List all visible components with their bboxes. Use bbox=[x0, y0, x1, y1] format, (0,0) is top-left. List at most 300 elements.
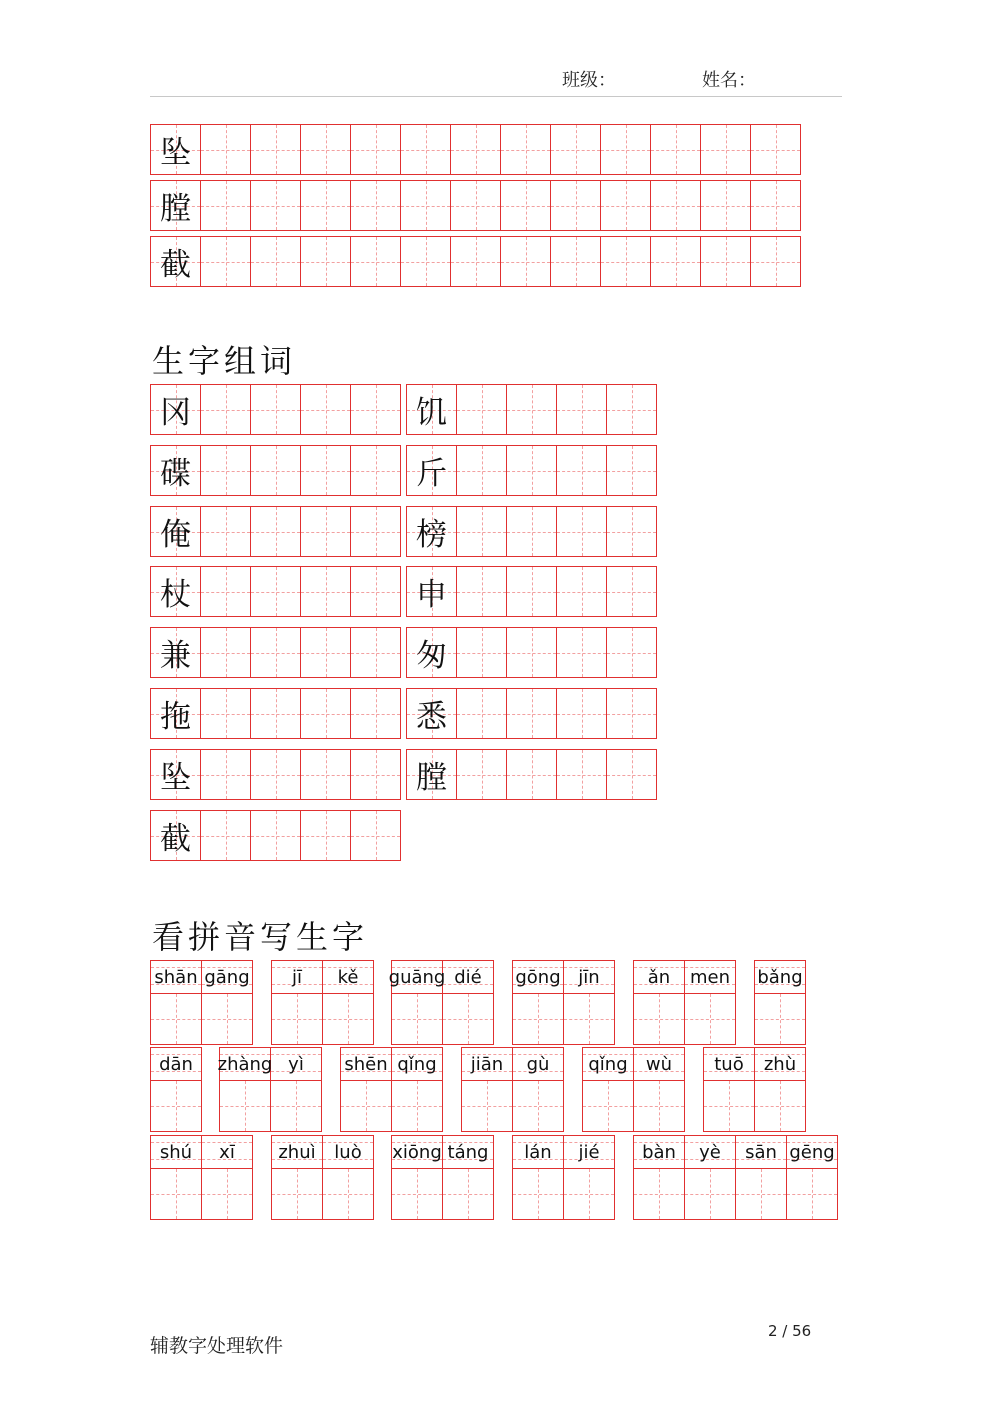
pinyin-line bbox=[392, 1048, 442, 1081]
model-character: 悉 bbox=[416, 699, 447, 735]
model-character: 截 bbox=[160, 821, 191, 857]
pinyin-word-box bbox=[512, 1135, 614, 1220]
blank-writing-cell bbox=[556, 749, 607, 800]
blank-writing-cell bbox=[685, 994, 735, 1044]
practice-row bbox=[150, 180, 800, 231]
blank-writing-cell bbox=[456, 688, 507, 739]
pinyin-line bbox=[323, 961, 373, 994]
pinyin-line bbox=[272, 1136, 322, 1169]
pinyin-syllable: gōng bbox=[515, 966, 561, 988]
pinyin-char-column bbox=[391, 1135, 443, 1220]
pinyin-word-box bbox=[271, 1135, 373, 1220]
pinyin-char-column bbox=[150, 1047, 202, 1132]
blank-writing-cell bbox=[350, 236, 401, 287]
pinyin-syllable: xiōng bbox=[392, 1141, 442, 1163]
pinyin-char-column bbox=[512, 1135, 564, 1220]
blank-writing-cell bbox=[700, 236, 751, 287]
pinyin-char-column bbox=[786, 1135, 838, 1220]
pinyin-char-column bbox=[512, 960, 564, 1045]
blank-writing-cell bbox=[564, 994, 614, 1044]
word-row bbox=[406, 749, 656, 800]
pinyin-char-column bbox=[150, 960, 202, 1045]
char-cell bbox=[150, 566, 201, 617]
blank-writing-cell bbox=[506, 688, 557, 739]
pinyin-syllable: guāng bbox=[388, 966, 446, 988]
blank-writing-cell bbox=[506, 506, 557, 557]
char-cell bbox=[406, 384, 457, 435]
blank-writing-cell bbox=[200, 566, 251, 617]
blank-writing-cell bbox=[220, 1081, 270, 1131]
blank-writing-cell bbox=[250, 445, 301, 496]
pinyin-line bbox=[513, 961, 563, 994]
blank-writing-cell bbox=[250, 627, 301, 678]
blank-writing-cell bbox=[200, 124, 251, 175]
pinyin-syllable: kě bbox=[337, 966, 359, 988]
blank-writing-cell bbox=[202, 994, 252, 1044]
blank-writing-cell bbox=[755, 1081, 805, 1131]
blank-writing-cell bbox=[556, 445, 607, 496]
blank-writing-cell bbox=[350, 506, 401, 557]
pinyin-line bbox=[151, 1048, 201, 1081]
model-character: 兼 bbox=[160, 638, 191, 674]
blank-writing-cell bbox=[556, 627, 607, 678]
pinyin-char-column bbox=[563, 960, 615, 1045]
blank-writing-cell bbox=[704, 1081, 754, 1131]
blank-writing-cell bbox=[272, 1169, 322, 1219]
blank-writing-cell bbox=[456, 627, 507, 678]
pinyin-word-box bbox=[754, 960, 805, 1045]
char-cell bbox=[150, 180, 201, 231]
pinyin-syllable: gāng bbox=[204, 966, 250, 988]
model-character: 匆 bbox=[416, 638, 447, 674]
blank-writing-cell bbox=[700, 180, 751, 231]
page-number: 2 / 56 bbox=[768, 1322, 812, 1340]
pinyin-char-column bbox=[512, 1047, 564, 1132]
char-cell bbox=[150, 384, 201, 435]
blank-writing-cell bbox=[300, 124, 351, 175]
blank-writing-cell bbox=[250, 180, 301, 231]
footer-software-name: 辅教字处理软件 bbox=[150, 1335, 284, 1357]
pinyin-line bbox=[323, 1136, 373, 1169]
blank-writing-cell bbox=[500, 180, 551, 231]
blank-writing-cell bbox=[350, 124, 401, 175]
blank-writing-cell bbox=[350, 749, 401, 800]
blank-writing-cell bbox=[200, 180, 251, 231]
pinyin-word-box bbox=[391, 1135, 493, 1220]
blank-writing-cell bbox=[151, 994, 201, 1044]
blank-writing-cell bbox=[750, 124, 801, 175]
word-row bbox=[150, 506, 400, 557]
model-character: 膛 bbox=[416, 760, 447, 796]
blank-writing-cell bbox=[350, 445, 401, 496]
blank-writing-cell bbox=[606, 566, 657, 617]
word-row bbox=[150, 384, 400, 435]
pinyin-syllable: yì bbox=[288, 1053, 304, 1075]
word-row bbox=[150, 627, 400, 678]
blank-writing-cell bbox=[606, 627, 657, 678]
blank-writing-cell bbox=[650, 180, 701, 231]
char-cell bbox=[150, 627, 201, 678]
pinyin-char-column bbox=[461, 1047, 513, 1132]
pinyin-line bbox=[634, 961, 684, 994]
blank-writing-cell bbox=[151, 1169, 201, 1219]
pinyin-line bbox=[443, 961, 493, 994]
pinyin-syllable: luò bbox=[334, 1141, 362, 1163]
pinyin-word-box bbox=[150, 1135, 252, 1220]
pinyin-line bbox=[513, 1136, 563, 1169]
pinyin-syllable: ǎn bbox=[647, 966, 671, 988]
blank-writing-cell bbox=[300, 810, 351, 861]
blank-writing-cell bbox=[550, 180, 601, 231]
pinyin-syllable: men bbox=[689, 966, 731, 988]
blank-writing-cell bbox=[350, 627, 401, 678]
pinyin-word-box bbox=[150, 960, 252, 1045]
pinyin-char-column bbox=[391, 1047, 443, 1132]
model-character: 坠 bbox=[160, 760, 191, 796]
blank-writing-cell bbox=[700, 124, 751, 175]
pinyin-line bbox=[217, 1048, 273, 1081]
pinyin-word-box bbox=[150, 1047, 201, 1132]
char-cell bbox=[150, 810, 201, 861]
word-row bbox=[406, 627, 656, 678]
pinyin-syllable: bàn bbox=[642, 1141, 676, 1163]
pinyin-syllable: jīn bbox=[578, 966, 600, 988]
blank-writing-cell bbox=[500, 236, 551, 287]
pinyin-syllable: qǐng bbox=[397, 1053, 437, 1075]
blank-writing-cell bbox=[787, 1169, 837, 1219]
blank-writing-cell bbox=[685, 1169, 735, 1219]
pinyin-syllable: wù bbox=[645, 1053, 673, 1075]
blank-writing-cell bbox=[392, 1081, 442, 1131]
blank-writing-cell bbox=[350, 810, 401, 861]
pinyin-word-box bbox=[340, 1047, 442, 1132]
pinyin-char-column bbox=[754, 960, 806, 1045]
blank-writing-cell bbox=[392, 1169, 442, 1219]
blank-writing-cell bbox=[606, 688, 657, 739]
pinyin-line bbox=[736, 1136, 786, 1169]
word-row bbox=[406, 506, 656, 557]
char-cell bbox=[406, 627, 457, 678]
pinyin-char-column bbox=[388, 960, 446, 1045]
pinyin-syllable: qǐng bbox=[588, 1053, 628, 1075]
pinyin-line bbox=[202, 961, 252, 994]
blank-writing-cell bbox=[300, 236, 351, 287]
pinyin-line bbox=[272, 961, 322, 994]
pinyin-char-column bbox=[201, 960, 253, 1045]
word-row bbox=[150, 445, 400, 496]
model-character: 冈 bbox=[160, 395, 191, 431]
blank-writing-cell bbox=[556, 688, 607, 739]
blank-writing-cell bbox=[634, 994, 684, 1044]
pinyin-word-box bbox=[219, 1047, 321, 1132]
blank-writing-cell bbox=[506, 749, 557, 800]
blank-writing-cell bbox=[506, 445, 557, 496]
blank-writing-cell bbox=[323, 1169, 373, 1219]
blank-writing-cell bbox=[513, 1169, 563, 1219]
pinyin-char-column bbox=[633, 1047, 685, 1132]
blank-writing-cell bbox=[350, 566, 401, 617]
blank-writing-cell bbox=[550, 124, 601, 175]
word-row bbox=[406, 445, 656, 496]
pinyin-line bbox=[564, 961, 614, 994]
pinyin-syllable: zhuì bbox=[278, 1141, 316, 1163]
blank-writing-cell bbox=[450, 180, 501, 231]
blank-writing-cell bbox=[200, 384, 251, 435]
blank-writing-cell bbox=[583, 1081, 633, 1131]
blank-writing-cell bbox=[550, 236, 601, 287]
pinyin-line bbox=[202, 1136, 252, 1169]
pinyin-syllable: táng bbox=[447, 1141, 489, 1163]
pinyin-word-box bbox=[461, 1047, 563, 1132]
blank-writing-cell bbox=[600, 124, 651, 175]
blank-writing-cell bbox=[323, 994, 373, 1044]
blank-writing-cell bbox=[392, 994, 442, 1044]
pinyin-char-column bbox=[442, 960, 494, 1045]
blank-writing-cell bbox=[556, 566, 607, 617]
pinyin-char-column bbox=[201, 1135, 253, 1220]
pinyin-line bbox=[755, 1048, 805, 1081]
char-cell bbox=[150, 445, 201, 496]
model-character: 杖 bbox=[160, 577, 191, 613]
pinyin-line bbox=[271, 1048, 321, 1081]
model-character: 斤 bbox=[416, 456, 447, 492]
blank-writing-cell bbox=[300, 688, 351, 739]
pinyin-char-column bbox=[322, 1135, 374, 1220]
blank-writing-cell bbox=[200, 506, 251, 557]
pinyin-syllable: gēng bbox=[789, 1141, 835, 1163]
pinyin-line bbox=[787, 1136, 837, 1169]
pinyin-line bbox=[392, 1136, 442, 1169]
blank-writing-cell bbox=[506, 566, 557, 617]
pinyin-line bbox=[685, 961, 735, 994]
blank-writing-cell bbox=[250, 566, 301, 617]
model-character: 拖 bbox=[160, 699, 191, 735]
pinyin-line bbox=[513, 1048, 563, 1081]
blank-writing-cell bbox=[736, 1169, 786, 1219]
pinyin-line bbox=[704, 1048, 754, 1081]
model-character: 坠 bbox=[160, 135, 191, 171]
word-row bbox=[150, 566, 400, 617]
blank-writing-cell bbox=[200, 688, 251, 739]
pinyin-line bbox=[151, 961, 201, 994]
blank-writing-cell bbox=[564, 1169, 614, 1219]
blank-writing-cell bbox=[456, 445, 507, 496]
header-divider bbox=[150, 96, 842, 97]
blank-writing-cell bbox=[606, 384, 657, 435]
pinyin-syllable: zhàng bbox=[217, 1053, 273, 1075]
blank-writing-cell bbox=[750, 236, 801, 287]
pinyin-syllable: zhù bbox=[763, 1053, 797, 1075]
word-row bbox=[406, 384, 656, 435]
blank-writing-cell bbox=[450, 124, 501, 175]
pinyin-char-column bbox=[684, 960, 736, 1045]
pinyin-word-box bbox=[271, 960, 373, 1045]
blank-writing-cell bbox=[400, 236, 451, 287]
blank-writing-cell bbox=[450, 236, 501, 287]
pinyin-char-column bbox=[270, 1047, 322, 1132]
pinyin-char-column bbox=[150, 1135, 202, 1220]
word-row bbox=[406, 688, 656, 739]
pinyin-syllable: jiān bbox=[470, 1053, 504, 1075]
blank-writing-cell bbox=[600, 180, 651, 231]
blank-writing-cell bbox=[200, 236, 251, 287]
blank-writing-cell bbox=[443, 994, 493, 1044]
pinyin-word-box bbox=[633, 960, 735, 1045]
blank-writing-cell bbox=[300, 384, 351, 435]
pinyin-char-column bbox=[754, 1047, 806, 1132]
pinyin-syllable: sān bbox=[745, 1141, 777, 1163]
blank-writing-cell bbox=[506, 384, 557, 435]
blank-writing-cell bbox=[202, 1169, 252, 1219]
blank-writing-cell bbox=[500, 124, 551, 175]
pinyin-syllable: shú bbox=[159, 1141, 193, 1163]
word-row bbox=[150, 688, 400, 739]
blank-writing-cell bbox=[650, 124, 701, 175]
pinyin-line bbox=[462, 1048, 512, 1081]
blank-writing-cell bbox=[456, 749, 507, 800]
char-cell bbox=[150, 749, 201, 800]
pinyin-syllable: dié bbox=[454, 966, 482, 988]
word-section-title: 生字组词 bbox=[152, 342, 297, 380]
pinyin-line bbox=[388, 961, 446, 994]
char-cell bbox=[406, 688, 457, 739]
pinyin-syllable: dān bbox=[159, 1053, 193, 1075]
pinyin-word-box bbox=[703, 1047, 805, 1132]
pinyin-char-column bbox=[703, 1047, 755, 1132]
class-label: 班级： bbox=[562, 70, 616, 91]
word-row bbox=[150, 810, 400, 861]
pinyin-line bbox=[583, 1048, 633, 1081]
blank-writing-cell bbox=[462, 1081, 512, 1131]
blank-writing-cell bbox=[606, 506, 657, 557]
pinyin-char-column bbox=[735, 1135, 787, 1220]
blank-writing-cell bbox=[300, 506, 351, 557]
blank-writing-cell bbox=[506, 627, 557, 678]
blank-writing-cell bbox=[151, 1081, 201, 1131]
pinyin-syllable: jī bbox=[291, 966, 302, 988]
blank-writing-cell bbox=[250, 810, 301, 861]
word-row bbox=[150, 749, 400, 800]
blank-writing-cell bbox=[300, 749, 351, 800]
pinyin-word-box bbox=[633, 1135, 837, 1220]
blank-writing-cell bbox=[650, 236, 701, 287]
blank-writing-cell bbox=[300, 180, 351, 231]
pinyin-line bbox=[755, 961, 805, 994]
pinyin-char-column bbox=[684, 1135, 736, 1220]
blank-writing-cell bbox=[634, 1081, 684, 1131]
model-character: 俺 bbox=[160, 517, 191, 553]
blank-writing-cell bbox=[456, 566, 507, 617]
pinyin-char-column bbox=[582, 1047, 634, 1132]
model-character: 膛 bbox=[160, 191, 191, 227]
blank-writing-cell bbox=[513, 994, 563, 1044]
pinyin-char-column bbox=[442, 1135, 494, 1220]
model-character: 榜 bbox=[416, 517, 447, 553]
pinyin-syllable: jié bbox=[578, 1141, 600, 1163]
pinyin-syllable: shēn bbox=[344, 1053, 388, 1075]
pinyin-char-column bbox=[340, 1047, 392, 1132]
blank-writing-cell bbox=[456, 384, 507, 435]
blank-writing-cell bbox=[513, 1081, 563, 1131]
model-character: 碟 bbox=[160, 456, 191, 492]
char-cell bbox=[150, 506, 201, 557]
blank-writing-cell bbox=[250, 124, 301, 175]
blank-writing-cell bbox=[600, 236, 651, 287]
pinyin-line bbox=[634, 1136, 684, 1169]
blank-writing-cell bbox=[300, 445, 351, 496]
pinyin-syllable: tuō bbox=[714, 1053, 744, 1075]
blank-writing-cell bbox=[350, 384, 401, 435]
pinyin-line bbox=[341, 1048, 391, 1081]
pinyin-char-column bbox=[271, 960, 323, 1045]
model-character: 申 bbox=[416, 577, 447, 613]
pinyin-syllable: shān bbox=[154, 966, 198, 988]
word-row bbox=[406, 566, 656, 617]
pinyin-char-column bbox=[633, 960, 685, 1045]
pinyin-char-column bbox=[271, 1135, 323, 1220]
blank-writing-cell bbox=[200, 627, 251, 678]
pinyin-char-column bbox=[322, 960, 374, 1045]
char-cell bbox=[406, 749, 457, 800]
blank-writing-cell bbox=[271, 1081, 321, 1131]
practice-row bbox=[150, 236, 800, 287]
blank-writing-cell bbox=[443, 1169, 493, 1219]
pinyin-line bbox=[564, 1136, 614, 1169]
model-character: 截 bbox=[160, 247, 191, 283]
pinyin-syllable: yè bbox=[699, 1141, 721, 1163]
blank-writing-cell bbox=[250, 688, 301, 739]
blank-writing-cell bbox=[250, 506, 301, 557]
blank-writing-cell bbox=[400, 180, 451, 231]
pinyin-syllable: gù bbox=[526, 1053, 550, 1075]
blank-writing-cell bbox=[300, 566, 351, 617]
pinyin-char-column bbox=[219, 1047, 271, 1132]
char-cell bbox=[150, 236, 201, 287]
blank-writing-cell bbox=[200, 810, 251, 861]
blank-writing-cell bbox=[755, 994, 805, 1044]
pinyin-word-box bbox=[512, 960, 614, 1045]
pinyin-syllable: lán bbox=[524, 1141, 552, 1163]
blank-writing-cell bbox=[606, 445, 657, 496]
pinyin-word-box bbox=[388, 960, 493, 1045]
blank-writing-cell bbox=[300, 627, 351, 678]
blank-writing-cell bbox=[556, 384, 607, 435]
blank-writing-cell bbox=[606, 749, 657, 800]
blank-writing-cell bbox=[341, 1081, 391, 1131]
char-cell bbox=[406, 445, 457, 496]
blank-writing-cell bbox=[200, 749, 251, 800]
pinyin-syllable: xī bbox=[219, 1141, 235, 1163]
pinyin-char-column bbox=[563, 1135, 615, 1220]
char-cell bbox=[150, 688, 201, 739]
pinyin-section-title: 看拼音写生字 bbox=[152, 918, 369, 956]
pinyin-line bbox=[443, 1136, 493, 1169]
pinyin-line bbox=[685, 1136, 735, 1169]
blank-writing-cell bbox=[250, 236, 301, 287]
blank-writing-cell bbox=[200, 445, 251, 496]
char-cell bbox=[406, 506, 457, 557]
pinyin-line bbox=[634, 1048, 684, 1081]
blank-writing-cell bbox=[250, 384, 301, 435]
practice-row bbox=[150, 124, 800, 175]
pinyin-syllable: bǎng bbox=[757, 966, 803, 988]
pinyin-char-column bbox=[633, 1135, 685, 1220]
blank-writing-cell bbox=[350, 180, 401, 231]
blank-writing-cell bbox=[400, 124, 451, 175]
blank-writing-cell bbox=[456, 506, 507, 557]
name-label: 姓名： bbox=[702, 70, 756, 91]
blank-writing-cell bbox=[272, 994, 322, 1044]
